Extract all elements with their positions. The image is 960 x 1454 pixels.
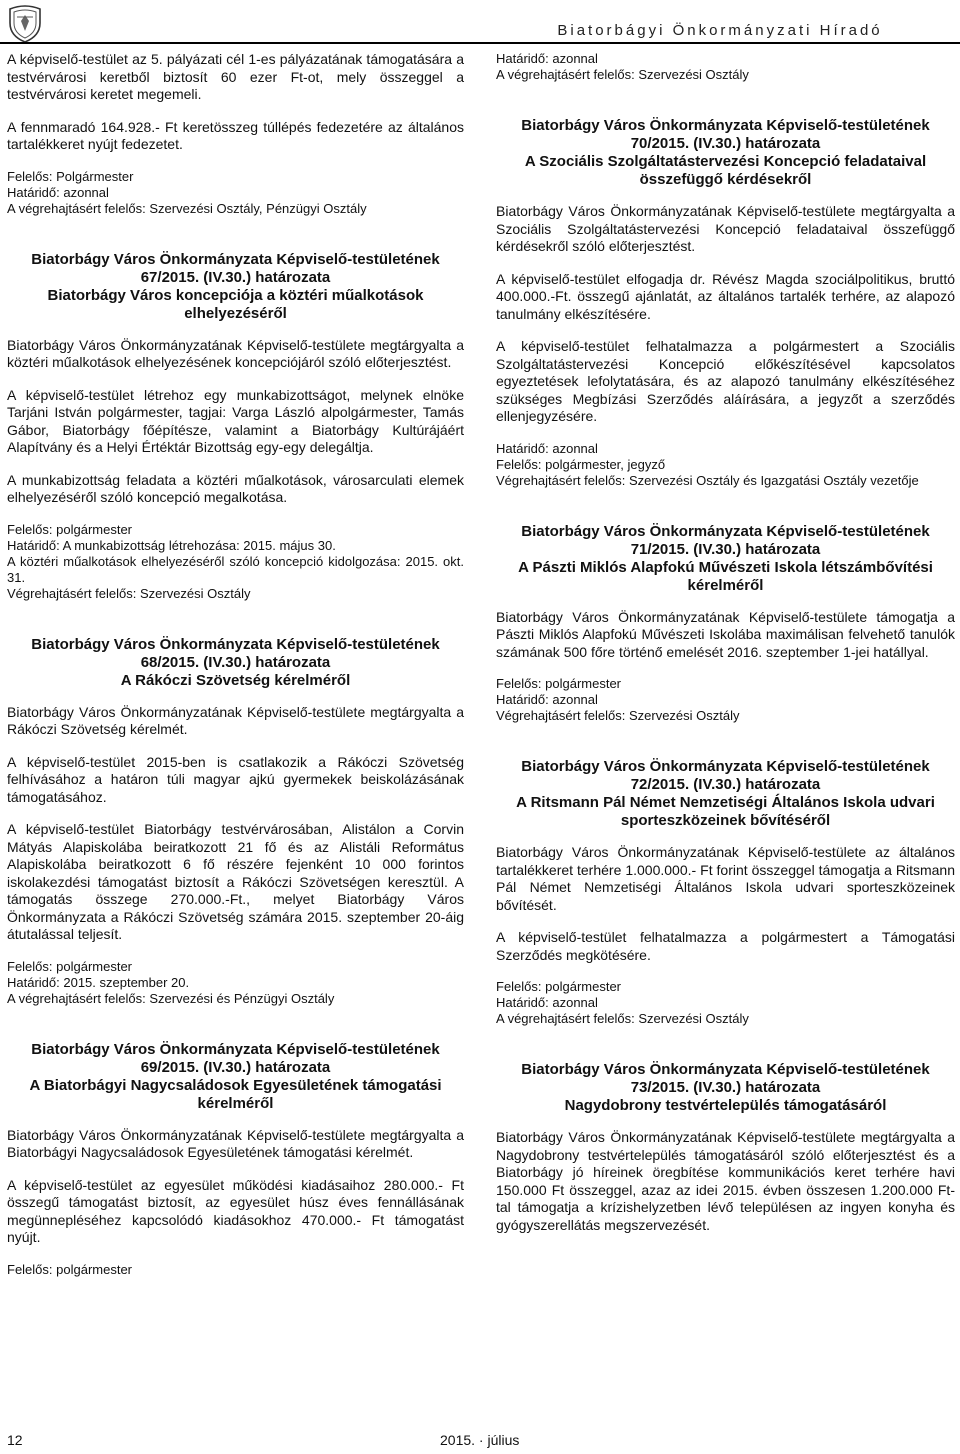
paragraph: Biatorbágy Város Önkormányzatának Képviselő-testülete az általános tartalékkeret terhére 1.000.000.- Ft forint összeggel támogatja a Ritsmann Pál Német Nemzetiségi Általános Iskola udvari sporteszközeinek bővítését. xyxy=(496,844,955,913)
deadline: Határidő: A munkabizottság létrehozása: 2015. május 30. xyxy=(7,537,336,553)
paragraph: A képviselő-testület felhatalmazza a polgármestert a Szociális Szolgáltatástervezési Koncepció előkészítésével kapcsolatos egyeztetések lefolytatására, és az alapozó tanulmány elkészítéséhez szükséges Megbízási Szerződés aláírására, a jegyzőt a szerződés ellenjegyzésére. xyxy=(496,338,955,424)
paragraph: A képviselő-testület elfogadja dr. Révész Magda szociálpolitikus, bruttó 400.000.-Ft. összegű ajánlatát, az általános tartalék terhére, az alapozó tanulmány elkészítésére. xyxy=(496,270,955,322)
resolution-heading-71: Biatorbágy Város Önkormányzata Képviselő-testületének 71/2015. (IV.30.) határozata A Pászti Miklós Alapfokú Művészeti Iskola létszámbővítési kérelméről xyxy=(518,522,933,594)
left-column xyxy=(7,51,464,1278)
paragraph: Biatorbágy Város Önkormányzatának Képviselő-testülete támogatja a Pászti Miklós Alapfokú Művészeti Iskolába maximálisan felvehető tanulók számának 500 főre történő emelését 2016. szeptember 1-jei hatállyal. xyxy=(496,608,955,660)
deadline: Határidő: azonnal xyxy=(496,995,598,1010)
paragraph: A képviselő-testület az egyesület működési kiadásaihoz 280.000.- Ft összegű támogatást biztosít, az egyesület húsz éves fennállásának megünnepléséhez kapcsolódó kiadásokhoz 470.000.- Ft támogatást nyújt. xyxy=(7,1176,464,1245)
deadline: Határidő: azonnal xyxy=(496,692,598,707)
responsible: Felelős: polgármester xyxy=(7,1261,132,1277)
deadline: A köztéri műalkotások elhelyezéséről szóló koncepció kidolgozása: 2015. okt. 31. xyxy=(7,553,464,585)
executor: A végrehajtásért felelős: Szervezési Osztály, Pénzügyi Osztály xyxy=(7,200,367,216)
resolution-heading-67: Biatorbágy Város Önkormányzata Képviselő-testületének 67/2015. (IV.30.) határozata Biatorbágy Város koncepciója a köztéri műalkotások elhelyezéséről xyxy=(31,250,440,322)
issue-date: 2015. · július xyxy=(440,1432,520,1448)
deadline: Határidő: 2015. szeptember 20. xyxy=(7,974,190,990)
resolution-heading-70: Biatorbágy Város Önkormányzata Képviselő-testületének 70/2015. (IV.30.) határozata A Szociális Szolgáltatástervezési Koncepció feladataival összefüggő kérdésekről xyxy=(521,117,930,188)
deadline: Határidő: azonnal xyxy=(7,184,109,200)
paragraph: Biatorbágy Város Önkormányzatának Képviselő-testülete megtárgyalta a Nagydobrony testvértelepülés támogatásáról szóló előterjesztést és a Biatorbágy jó híreinek öregbítése kommunikációs keret terhére havi 150.000 Ft összeggel, azaz az idei 2015. évben összesen 1.200.000 Ft-tal támogatja a krízishelyzetben lévő településen az ingyen konyha és gyógyszerellátás megszervezését. xyxy=(496,1129,955,1233)
responsible: Felelős: Polgármester xyxy=(7,168,134,184)
right-column xyxy=(496,51,955,1249)
paragraph: Biatorbágy Város Önkormányzatának Képviselő-testülete megtárgyalta a Szociális Szolgáltatástervezési Koncepció feladataival összefüggő kérdésekről szóló előterjesztést. xyxy=(496,203,955,254)
paragraph: A fennmaradó 164.928.- Ft keretösszeg túllépés fedezetére az általános tartalékkeret nyújt fedezetet. xyxy=(7,118,464,152)
paragraph: A képviselő-testület az 5. pályázati cél 1-es pályázatának támogatására a testvérvárosi keretből biztosít 60 ezer Ft-ot, mely összeggel a testvérvárosi keretet megemeli. xyxy=(7,51,464,102)
paragraph: Biatorbágy Város Önkormányzatának Képviselő-testülete megtárgyalta a Rákóczi Szövetség kérelmét. xyxy=(7,703,464,737)
executor: A végrehajtásért felelős: Szervezési Osztály xyxy=(496,67,749,82)
resolution-heading-73: Biatorbágy Város Önkormányzata Képviselő-testületének 73/2015. (IV.30.) határozata Nagydobrony testvértelepülés támogatásáról xyxy=(521,1061,930,1114)
executor: A végrehajtásért felelős: Szervezési Osztály xyxy=(496,1011,749,1026)
responsible: Felelős: polgármester xyxy=(7,521,132,537)
executor: Végrehajtásért felelős: Szervezési Osztály xyxy=(7,585,251,601)
paragraph: Biatorbágy Város Önkormányzatának Képviselő-testülete megtárgyalta a köztéri műalkotások elhelyezésének koncepciójáról szóló előterjesztést. xyxy=(7,336,464,370)
responsible: Felelős: polgármester xyxy=(496,979,621,994)
page-number: 12 xyxy=(7,1432,23,1448)
header-rule xyxy=(0,42,960,44)
coat-of-arms-logo xyxy=(6,3,44,43)
resolution-heading-72: Biatorbágy Város Önkormányzata Képviselő-testületének 72/2015. (IV.30.) határozata A Ritsmann Pál Német Nemzetiségi Általános Iskola udvari sporteszközeinek bővítéséről xyxy=(516,758,935,829)
deadline: Határidő: azonnal xyxy=(496,51,598,66)
resolution-heading-68: Biatorbágy Város Önkormányzata Képviselő-testületének 68/2015. (IV.30.) határozata A Rákóczi Szövetség kérelméről xyxy=(31,635,440,689)
publication-title: Biatorbágyi Önkormányzati Híradó xyxy=(557,22,883,39)
responsible: Felelős: polgármester xyxy=(496,676,621,691)
paragraph: A képviselő-testület felhatalmazza a polgármestert a Támogatási Szerződés megkötésére. xyxy=(496,929,955,963)
responsible: Felelős: polgármester xyxy=(7,958,132,974)
executor: Végrehajtásért felelős: Szervezési Osztály és Igazgatási Osztály vezetője xyxy=(496,472,919,488)
paragraph: Biatorbágy Város Önkormányzatának Képviselő-testülete megtárgyalta a Biatorbágyi Nagycsaládosok Egyesületének támogatási kérelmét. xyxy=(7,1126,464,1160)
paragraph: A képviselő-testület létrehoz egy munkabizottságot, melynek elnöke Tarjáni István polgármester, tagjai: Varga László alpolgármester, Tamás Gábor, Biatorbágy főépítésze, valamint a Biatorbágy Kultúrájáért Alapítvány és a Helyi Értéktár Bizottság egy-egy delegáltja. xyxy=(7,386,464,455)
deadline: Határidő: azonnal xyxy=(496,440,598,456)
resolution-heading-69: Biatorbágy Város Önkormányzata Képviselő-testületének 69/2015. (IV.30.) határozata A Biatorbágyi Nagycsaládosok Egyesületének támogatási kérelméről xyxy=(29,1040,442,1112)
executor: Végrehajtásért felelős: Szervezési Osztály xyxy=(496,708,740,723)
responsible: Felelős: polgármester, jegyző xyxy=(496,456,666,472)
paragraph: A munkabizottság feladata a köztéri műalkotások, városarculati elemek elhelyezéséről szóló koncepció megalkotása. xyxy=(7,471,464,505)
paragraph: A képviselő-testület Biatorbágy testvérvárosában, Alistálon a Corvin Mátyás Alapiskolába beiratkozott 21 fő és az Alistáli Református Alapiskolába beiratkozott 6 fő részére fejenként 10 000 forintos iskolakezdési támogatást biztosít a Rákóczi Szövetségen keresztül. A támogatás összege 270.000.-Ft., melyet Biatorbágy Város Önkormányzata a Rákóczi Szövetség számára 2015. szeptember 20-áig átutalással teljesít. xyxy=(7,821,464,942)
executor: A végrehajtásért felelős: Szervezési és Pénzügyi Osztály xyxy=(7,990,335,1006)
paragraph: A képviselő-testület 2015-ben is csatlakozik a Rákóczi Szövetség felhívásához a határon túli magyar ajkú gyermekek beiskolázásának támogatásához. xyxy=(7,753,464,805)
